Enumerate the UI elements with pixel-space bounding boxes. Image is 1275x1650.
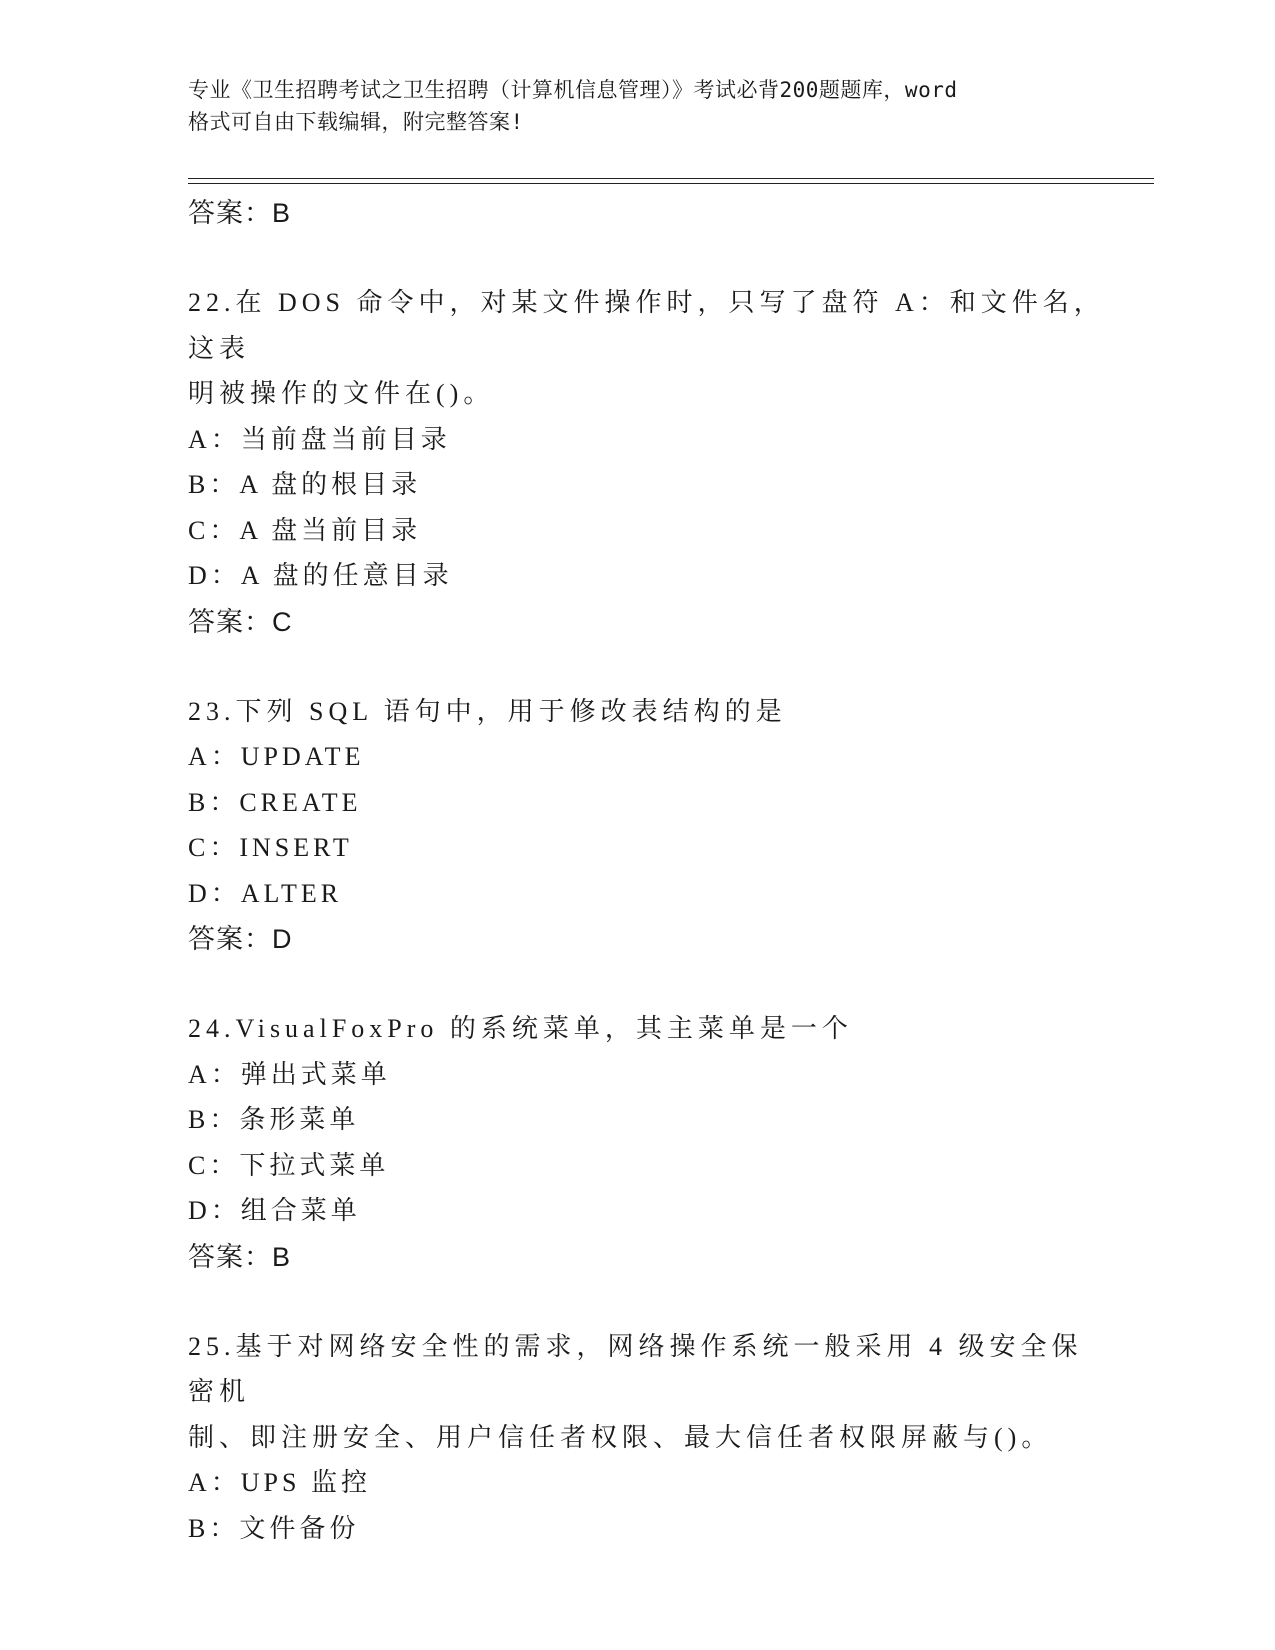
answer: 答案：C	[188, 606, 293, 637]
header-line-1: 专业《卫生招聘考试之卫生招聘（计算机信息管理）》考试必背200题题库，word	[188, 78, 958, 102]
header-divider-top	[188, 178, 1154, 179]
question-stem-line-1: 23.下列 SQL 语句中，用于修改表结构的是	[188, 696, 787, 726]
question-list	[188, 190, 1108, 1551]
previous-answer: 答案：B	[188, 198, 292, 228]
header-divider-bottom	[188, 183, 1154, 184]
header-line-2: 格式可自由下载编辑，附完整答案!	[188, 110, 524, 134]
option-c: C：INSERT	[188, 833, 353, 862]
question-24	[188, 1006, 1108, 1280]
option-c: C：A 盘当前目录	[188, 515, 422, 545]
option-c: C：下拉式菜单	[188, 1150, 390, 1180]
question-22	[188, 280, 1108, 645]
option-a: A：当前盘当前目录	[188, 424, 451, 454]
option-b: B：文件备份	[188, 1513, 360, 1543]
option-d: D：组合菜单	[188, 1196, 361, 1225]
option-a: A：弹出式菜单	[188, 1059, 391, 1089]
option-d: D：A 盘的任意目录	[188, 561, 453, 590]
option-a: A：UPS 监控	[188, 1468, 371, 1497]
option-b: B：CREATE	[188, 787, 362, 817]
page-header	[188, 74, 1088, 138]
option-b: B：A 盘的根目录	[188, 470, 422, 499]
question-stem-line-1: 22.在 DOS 命令中，对某文件操作时，只写了盘符 A：和文件名，这表	[188, 288, 1105, 363]
question-stem-line-2: 制、即注册安全、用户信任者权限、最大信任者权限屏蔽与()。	[188, 1422, 1053, 1452]
answer: 答案：B	[188, 1241, 292, 1272]
answer: 答案：D	[188, 924, 293, 954]
option-b: B：条形菜单	[188, 1105, 360, 1134]
option-d: D：ALTER	[188, 878, 343, 908]
question-23	[188, 689, 1108, 963]
question-stem-line-1: 25.基于对网络安全性的需求，网络操作系统一般采用 4 级安全保密机	[188, 1331, 1083, 1406]
question-stem-line-1: 24.VisualFoxPro 的系统菜单，其主菜单是一个	[188, 1014, 853, 1043]
question-stem-line-2: 明被操作的文件在()。	[188, 379, 495, 408]
option-a: A：UPDATE	[188, 742, 365, 771]
question-25	[188, 1324, 1108, 1552]
